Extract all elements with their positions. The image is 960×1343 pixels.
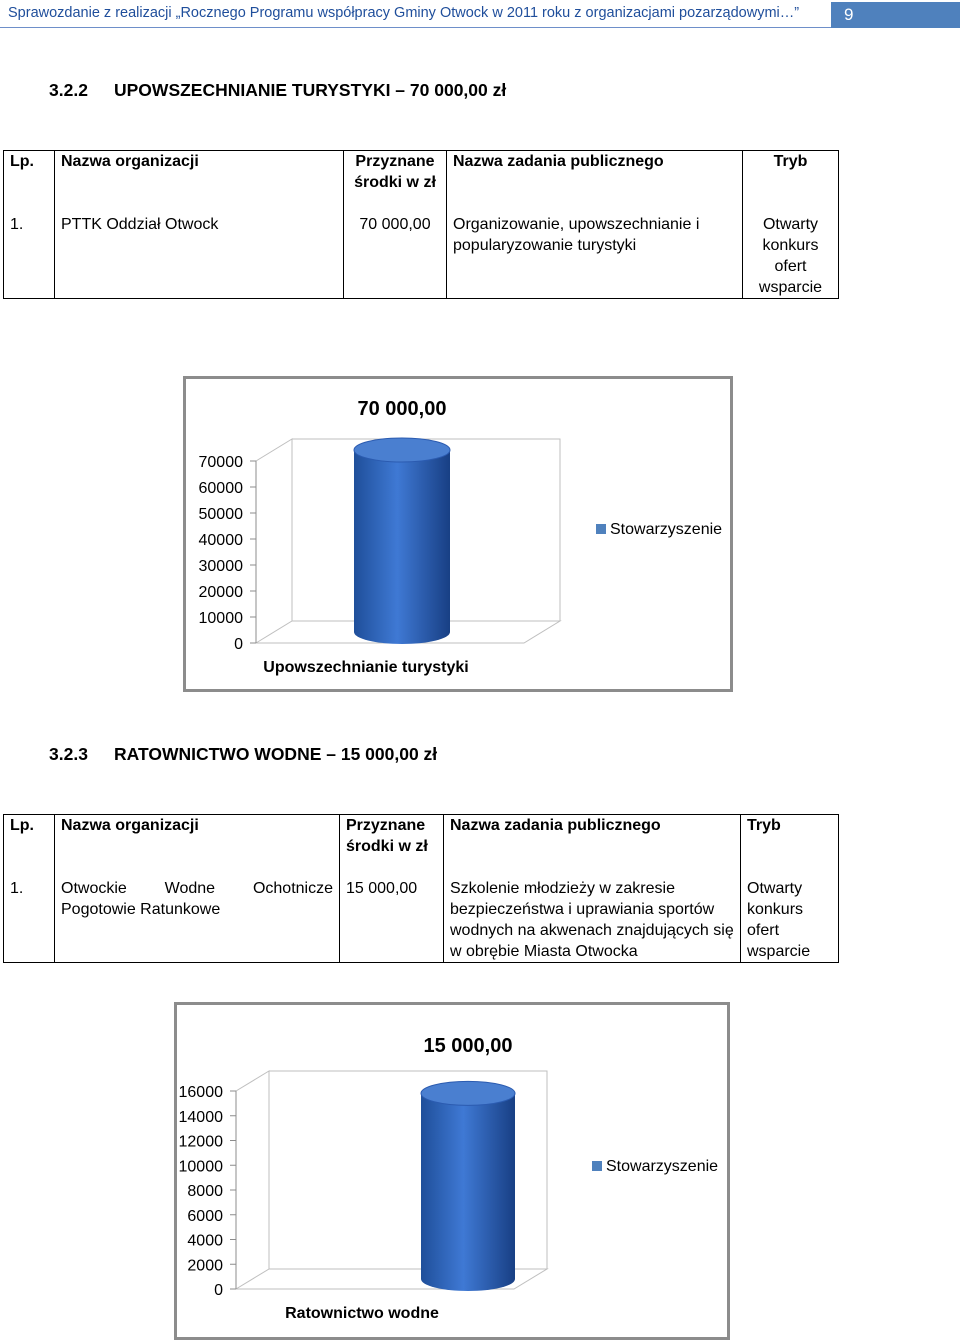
bar-cylinder xyxy=(354,450,450,644)
bar-cylinder-top xyxy=(354,438,450,462)
running-title: Sprawozdanie z realizacji „Rocznego Programu współpracy Gminy Otwock w 2011 roku z organizacjami pozarządowymi…” xyxy=(8,5,800,21)
y-tick-label: 20000 xyxy=(198,584,243,601)
col-header-mode: Tryb xyxy=(741,815,839,879)
y-tick-label: 8000 xyxy=(187,1183,223,1200)
data-label: 15 000,00 xyxy=(423,1035,513,1057)
section-number: 3.2.3 xyxy=(49,744,88,764)
chart-svg xyxy=(174,1002,730,1340)
cell-mode: Otwarty konkurs ofert wsparcie xyxy=(741,878,839,963)
col-header-lp: Lp. xyxy=(4,151,55,215)
y-tick-label: 50000 xyxy=(198,506,243,523)
col-header-funds: Przyznane środki w zł xyxy=(340,815,444,879)
chart-tourism xyxy=(183,376,733,692)
col-header-task: Nazwa zadania publicznego xyxy=(444,815,741,879)
legend-label: Stowarzyszenie xyxy=(610,521,723,538)
cell-mode: Otwarty konkurs ofert wsparcie xyxy=(743,214,839,299)
cell-lp: 1. xyxy=(4,214,55,299)
col-header-funds: Przyznane środki w zł xyxy=(344,151,447,215)
bar-cylinder xyxy=(421,1093,515,1291)
cell-org: Otwockie Wodne Ochotnicze Pogotowie Ratunkowe xyxy=(55,878,340,963)
y-tick-label: 2000 xyxy=(187,1257,223,1275)
y-tick-label: 4000 xyxy=(187,1232,223,1250)
table-header-row xyxy=(4,815,839,879)
header-rule xyxy=(0,27,831,28)
y-tick-label: 60000 xyxy=(198,480,243,497)
y-tick-label: 70000 xyxy=(198,454,243,471)
grants-table xyxy=(3,150,839,299)
cell-funds: 70 000,00 xyxy=(344,214,447,299)
page-number: 9 xyxy=(844,5,854,24)
table-row xyxy=(4,878,839,963)
legend-label: Stowarzyszenie xyxy=(606,1158,719,1175)
y-tick-label: 40000 xyxy=(198,532,243,549)
col-header-mode: Tryb xyxy=(743,151,839,215)
col-header-lp: Lp. xyxy=(4,815,55,879)
cell-org: PTTK Oddział Otwock xyxy=(55,214,344,299)
chart-water-rescue xyxy=(174,1002,730,1340)
running-header xyxy=(0,0,960,30)
page-number-box xyxy=(831,2,960,28)
category-label: Upowszechnianie turystyki xyxy=(263,659,469,676)
legend-swatch xyxy=(596,524,606,534)
data-label: 70 000,00 xyxy=(357,398,447,420)
bar-cylinder-top xyxy=(421,1081,515,1105)
section-heading xyxy=(49,80,506,101)
legend-swatch xyxy=(592,1161,602,1171)
y-tick-label: 0 xyxy=(214,1282,223,1299)
cell-task: Szkolenie młodzieży w zakresie bezpieczeństwa i uprawiania sportów wodnych na akwenach znajdujących się w obrębie Miasta Otwocka xyxy=(444,878,741,963)
y-tick-label: 6000 xyxy=(187,1207,223,1225)
y-tick-label: 0 xyxy=(234,636,243,653)
y-tick-label: 30000 xyxy=(198,558,243,575)
section-title: RATOWNICTWO WODNE – 15 000,00 zł xyxy=(114,744,438,764)
col-header-org: Nazwa organizacji xyxy=(55,151,344,215)
y-tick-label: 14000 xyxy=(178,1108,223,1126)
table-row xyxy=(4,214,839,299)
y-tick-label: 12000 xyxy=(178,1133,223,1151)
col-header-org: Nazwa organizacji xyxy=(55,815,340,879)
grants-table xyxy=(3,814,839,963)
y-tick-label: 10000 xyxy=(198,610,243,627)
y-tick-label: 10000 xyxy=(178,1158,223,1176)
section-number: 3.2.2 xyxy=(49,80,88,100)
chart-svg xyxy=(183,376,733,692)
cell-task: Organizowanie, upowszechnianie i popularyzowanie turystyki xyxy=(447,214,743,299)
col-header-task: Nazwa zadania publicznego xyxy=(447,151,743,215)
section-heading xyxy=(49,744,437,765)
category-label: Ratownictwo wodne xyxy=(285,1305,439,1322)
table-header-row xyxy=(4,151,839,215)
cell-lp: 1. xyxy=(4,878,55,963)
y-tick-label: 16000 xyxy=(178,1084,223,1101)
section-title: UPOWSZECHNIANIE TURYSTYKI – 70 000,00 zł xyxy=(114,80,507,100)
cell-funds: 15 000,00 xyxy=(340,878,444,963)
